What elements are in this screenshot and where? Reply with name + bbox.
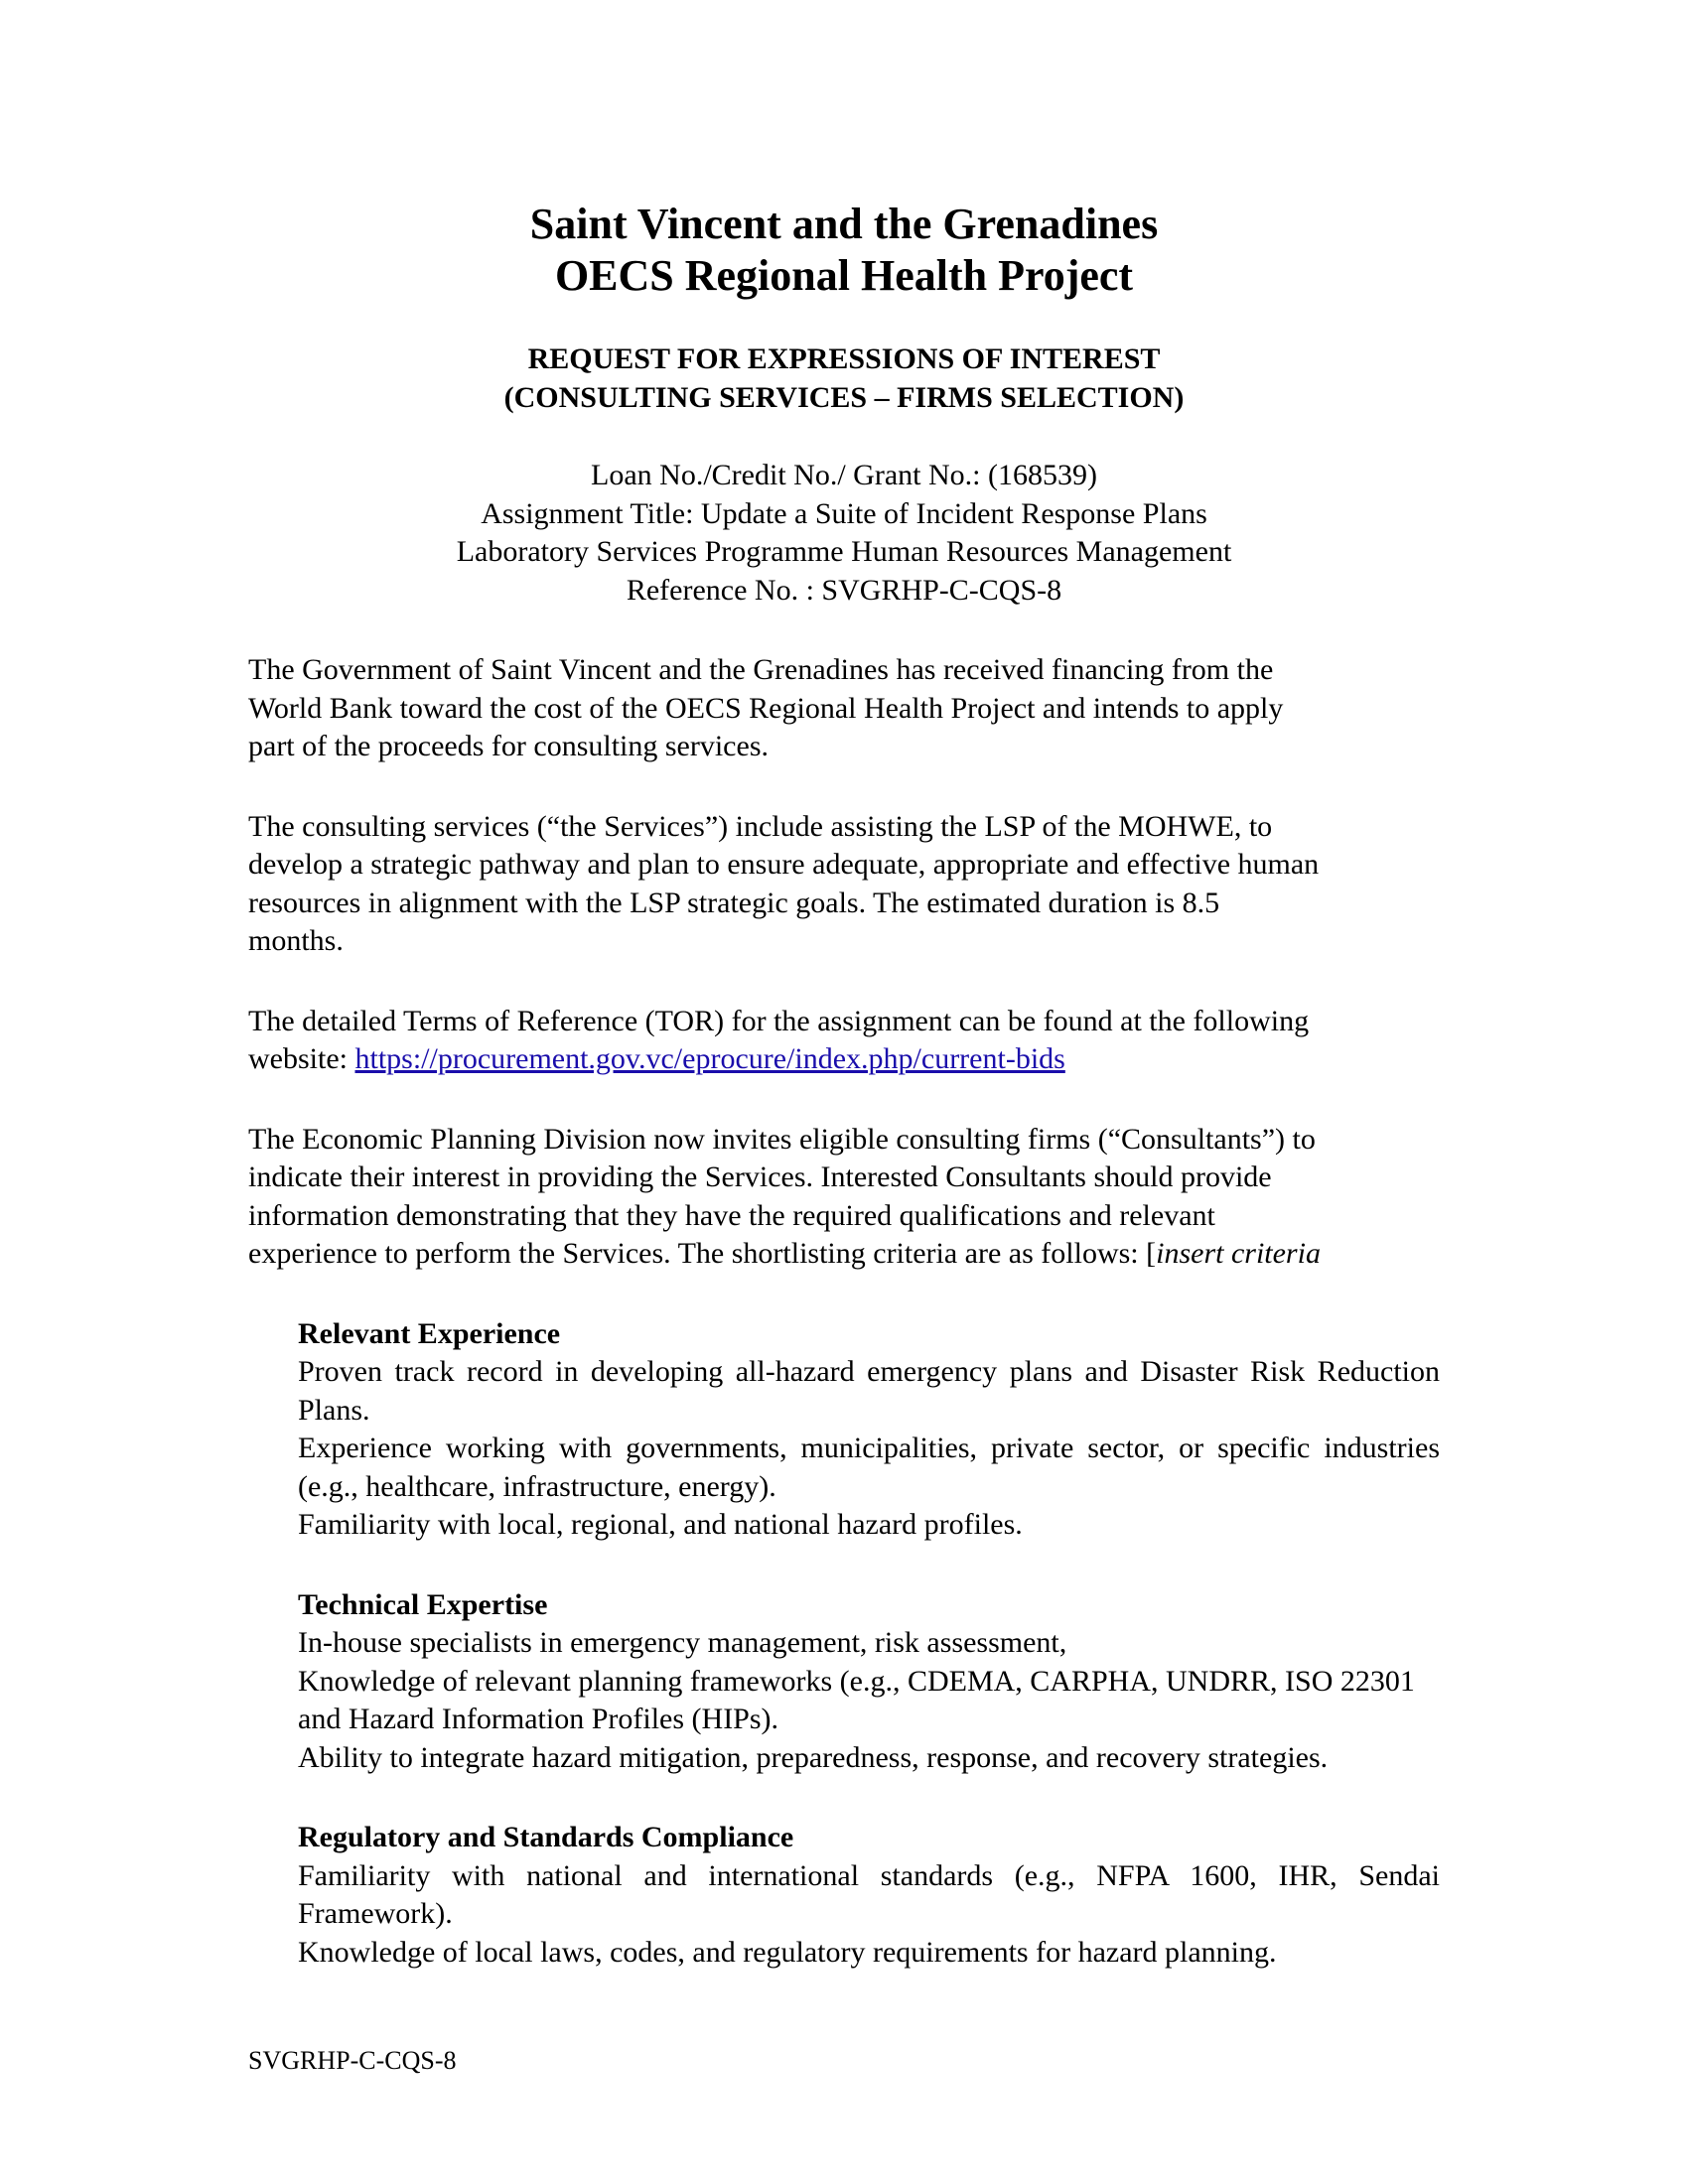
criteria-item: Familiarity with local, regional, and national hazard profiles. [298,1508,1023,1541]
assignment-title: Assignment Title: Update a Suite of Incident Response Plans [481,496,1207,530]
paragraph-line: The consulting services (“the Services”) include assisting the LSP of the MOHWE, to [248,809,1273,843]
relevant-experience-heading: Relevant Experience [298,1316,561,1350]
paragraph-line: part of the proceeds for consulting services. [248,730,769,762]
tor-website-link[interactable]: https://procurement.gov.vc/eprocure/index.php/current-bids [354,1042,1065,1075]
subtitle-line-1: REQUEST FOR EXPRESSIONS OF INTEREST [527,342,1161,375]
document-page [248,199,1440,1972]
criteria-intro: experience to perform the Services. The shortlisting criteria are as follows: [ [248,1237,1157,1270]
paragraph-line: develop a strategic pathway and plan to ensure adequate, appropriate and effective human [248,848,1320,881]
subtitle-line-2: (CONSULTING SERVICES – FIRMS SELECTION) [503,381,1185,414]
criteria-item: Ability to integrate hazard mitigation, preparedness, response, and recovery strategies. [298,1740,1329,1774]
criteria-item: Knowledge of relevant planning frameworks (e.g., CDEMA, CARPHA, UNDRR, ISO 22301 and Hazard Information Profiles (HIPs). [298,1664,1415,1735]
paragraph-line [248,1040,1440,1079]
technical-expertise-heading: Technical Expertise [298,1587,548,1621]
criteria-item: Knowledge of local laws, codes, and regulatory requirements for hazard planning. [298,1935,1277,1969]
paragraph-line: information demonstrating that they have the required qualifications and relevant [248,1198,1215,1232]
services-paragraph [248,808,1440,961]
website-label: website: [248,1042,355,1075]
regulatory-compliance-heading: Regulatory and Standards Compliance [298,1821,794,1853]
financing-paragraph [248,651,1440,766]
tor-paragraph [248,1003,1440,1079]
paragraph-line: World Bank toward the cost of the OECS Regional Health Project and intends to apply [248,691,1284,725]
reference-number: Reference No. : SVGRHP-C-CQS-8 [626,573,1062,607]
invitation-paragraph [248,1121,1440,1274]
assignment-details [248,457,1440,610]
paragraph-line: indicate their interest in providing the Services. Interested Consultants should provide [248,1160,1272,1193]
loan-number: Loan No./Credit No./ Grant No.: (168539) [591,459,1097,491]
page-footer-reference: SVGRHP-C-CQS-8 [248,2046,457,2075]
paragraph-line: The Government of Saint Vincent and the Grenadines has received financing from the [248,653,1274,686]
paragraph-line: The detailed Terms of Reference (TOR) for the assignment can be found at the following [248,1004,1310,1037]
paragraph-line: The Economic Planning Division now invites eligible consulting firms (“Consultants”) to [248,1122,1316,1156]
criteria-item: Proven track record in developing all-hazard emergency plans and Disaster Risk Reduction Plans. [298,1355,1440,1427]
criteria-item: In-house specialists in emergency management, risk assessment, [298,1626,1067,1659]
paragraph-line: resources in alignment with the LSP strategic goals. The estimated duration is 8.5 [248,886,1220,919]
insert-criteria-placeholder: insert criteria [1156,1237,1321,1270]
criteria-item: Experience working with governments, municipalities, private sector, or specific industries (e.g., healthcare, infrastructure, energy). [298,1432,1440,1503]
document-title [248,199,1440,302]
document-subtitle [248,340,1440,417]
title-line-1: Saint Vincent and the Grenadines [529,200,1159,248]
programme-name: Laboratory Services Programme Human Resources Management [456,535,1232,568]
paragraph-line [248,1235,1440,1274]
criteria-section [298,1315,1440,1973]
paragraph-line: months. [248,924,344,957]
criteria-item: Familiarity with national and international standards (e.g., NFPA 1600, IHR, Sendai Framework). [298,1858,1440,1930]
title-line-2: OECS Regional Health Project [554,251,1134,300]
